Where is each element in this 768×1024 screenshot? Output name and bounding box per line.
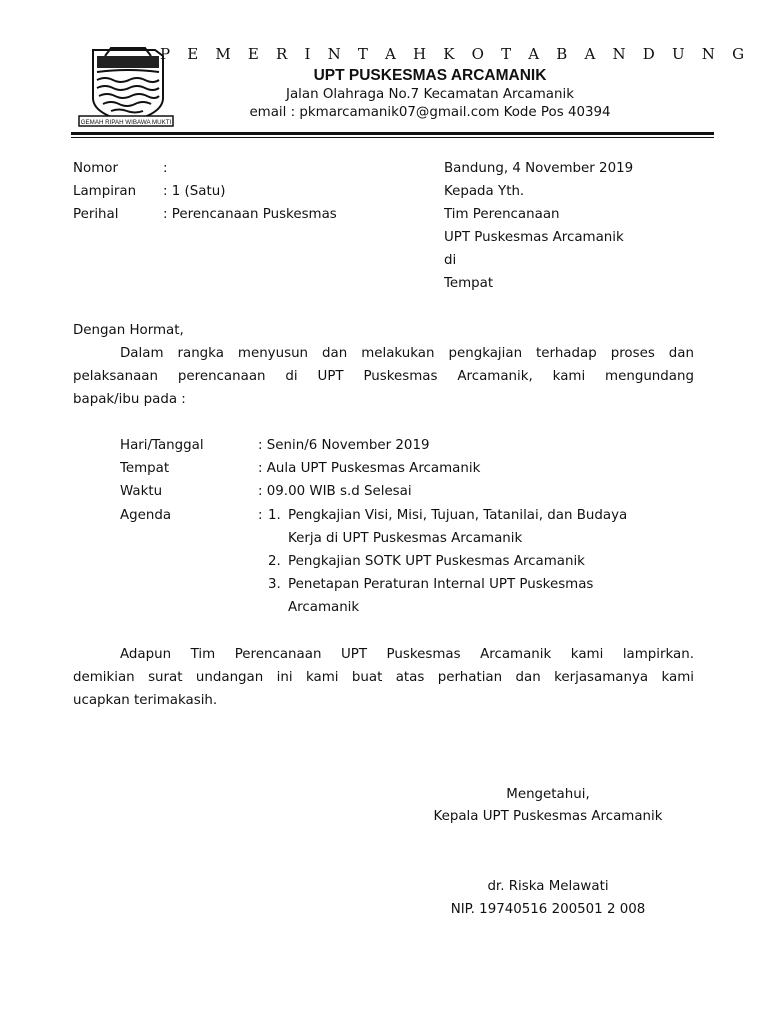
agenda-label: Agenda [120, 508, 172, 523]
date-place: Bandung, 4 November 2019 [444, 161, 634, 176]
intro-line-2: pelaksanaan perencanaan di UPT Puskesmas Arcamanik, kami mengundang [73, 369, 694, 384]
agenda-1-number: 1. [268, 508, 281, 523]
nomor-value: : [163, 161, 168, 176]
signature-name: dr. Riska Melawati [487, 879, 609, 894]
closing-line-2: demikian surat undangan ini kami buat atas perhatian dan kerjasamanya kami [73, 670, 694, 685]
signature-position: Kepala UPT Puskesmas Arcamanik [433, 809, 663, 824]
place-value: : Aula UPT Puskesmas Arcamanik [258, 461, 481, 476]
logo-motto: GEMAH RIPAH WIBAWA MUKTI [80, 119, 172, 126]
nomor-label: Nomor [73, 161, 118, 176]
agenda-1-line-2: Kerja di UPT Puskesmas Arcamanik [288, 531, 523, 546]
recipient-line-5: Tempat [444, 276, 494, 291]
recipient-line-2: Tim Perencanaan [444, 207, 560, 222]
recipient-line-1: Kepada Yth. [444, 184, 525, 199]
lampiran-label: Lampiran [73, 184, 137, 199]
intro-line-3: bapak/ibu pada : [73, 392, 186, 407]
agenda-3-number: 3. [268, 577, 281, 592]
letterhead-address: Jalan Olahraga No.7 Kecamatan Arcamanik [286, 87, 574, 102]
intro-line-1: Dalam rangka menyusun dan melakukan pengkajian terhadap proses dan [120, 346, 694, 361]
lampiran-value: : 1 (Satu) [163, 184, 226, 199]
agenda-2-number: 2. [268, 554, 281, 569]
day-label: Hari/Tanggal [120, 438, 204, 453]
place-label: Tempat [120, 461, 170, 476]
agenda-1-line-1: Pengkajian Visi, Misi, Tujuan, Tatanilai, dan Budaya [288, 508, 628, 523]
letterhead-government: P E M E R I N T A H K O T A B A N D U N G [160, 45, 751, 63]
closing-line-1: Adapun Tim Perencanaan UPT Puskesmas Arcamanik kami lampirkan. [120, 647, 694, 662]
time-label: Waktu [120, 484, 163, 499]
signature-nip: NIP. 19740516 200501 2 008 [450, 902, 646, 917]
recipient-line-3: UPT Puskesmas Arcamanik [444, 230, 624, 245]
perihal-value: : Perencanaan Puskesmas [163, 207, 337, 222]
perihal-label: Perihal [73, 207, 119, 222]
closing-line-3: ucapkan terimakasih. [73, 693, 218, 708]
letterhead-contact: email : pkmarcamanik07@gmail.com Kode Pos 40394 [249, 105, 611, 120]
greeting: Dengan Hormat, [73, 323, 184, 338]
letterhead-institution: UPT PUSKESMAS ARCAMANIK [313, 67, 547, 84]
recipient-line-4: di [444, 253, 457, 268]
time-value: : 09.00 WIB s.d Selesai [258, 484, 412, 499]
header-rule-thick [71, 132, 714, 135]
agenda-2: Pengkajian SOTK UPT Puskesmas Arcamanik [288, 554, 585, 569]
header-rule-thin [71, 137, 714, 138]
agenda-colon: : [258, 508, 263, 523]
day-value: : Senin/6 November 2019 [258, 438, 430, 453]
agenda-3-line-2: Arcamanik [288, 600, 360, 615]
signature-known: Mengetahui, [506, 787, 590, 802]
agenda-3-line-1: Penetapan Peraturan Internal UPT Puskesmas [288, 577, 594, 592]
